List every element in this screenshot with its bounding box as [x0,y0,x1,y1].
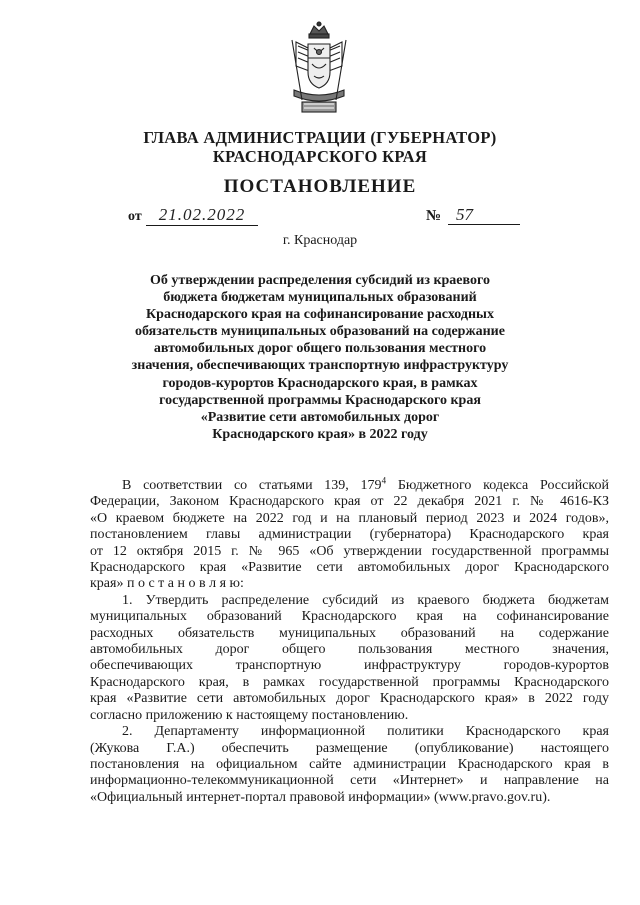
body-line: постановления на официальном сайте администрации Краснодарского края в [90,756,609,772]
subject-line: Краснодарского края» в 2022 году [212,426,428,442]
subject-line: обязательств муниципальных образований на содержание [135,324,505,340]
body-line: от 12 октября 2015 г. № 965 «Об утверждении государственной программы [90,543,609,559]
body-line: «О краевом бюджете на 2022 год и на плановый период 2023 и 2024 годов», [90,510,609,526]
subject-line: «Развитие сети автомобильных дорог [200,409,440,425]
body-line: (Жукова Г.А.) обеспечить размещение (опубликование) настоящего [90,740,609,756]
body-line: «Официальный интернет-портал правовой информации» (www.pravo.gov.ru). [90,789,551,805]
issuing-authority [90,128,550,166]
subject-line: Краснодарского края на софинансирование расходных [146,307,494,323]
body-line: расходных обязательств муниципальных образований на содержание [90,625,609,641]
document-body [90,475,609,806]
subject-line: автомобильных дорог общего пользования местного [153,341,487,357]
subject-line: городов-курортов Краснодарского края, в рамках [162,375,478,391]
body-line: В соответствии со статьями 139, $179^4$ Бюджетного кодекса Российской [122,475,609,493]
subject-line: государственной программы Краснодарского края [159,392,481,408]
body-line: автомобильных дорог общего пользования местного значения, [90,642,609,658]
authority-line: КРАСНОДАРСКОГО КРАЯ [212,147,428,166]
document-subject [120,272,520,443]
body-line: края» п о с т а н о в л я ю: [90,576,244,592]
body-line: Краснодарского края «Развитие сети автомобильных дорог Краснодарского [90,560,609,576]
body-line: Краснодарского края, в рамках государственной программы Краснодарского [90,674,609,690]
subject-line: Об утверждении распределения субсидий из краевого [150,273,490,288]
subject-line: значения, обеспечивающих транспортную инфраструктуру [131,358,509,374]
body-line: постановлением главы администрации (губернатора) Краснодарского края [90,527,609,543]
body-line: информационно-телекоммуникационной сети «Интернет» и направление на [90,773,609,789]
body-line: 2. Департаменту информационной политики Краснодарского края [122,724,609,740]
issue-city: г. Краснодар [282,233,358,248]
date-label: от [128,209,142,224]
date-number-row [128,205,528,229]
body-line: согласно приложению к настоящему постановлению. [90,707,409,723]
body-line: Федерации, Законом Краснодарского края от 22 декабря 2021 г. № 4616-КЗ [90,494,609,510]
handwritten-date: 21.02.2022 [146,205,258,226]
body-line: муниципальных образований Краснодарского края на софинансирование [90,609,609,625]
subject-line: бюджета бюджетам муниципальных образований [163,290,477,306]
body-line: 1. Утвердить распределение субсидий из краевого бюджета бюджетам [122,592,609,608]
krasnodar-coat-of-arms-icon [288,20,350,116]
body-line: края «Развитие сети автомобильных дорог Краснодарского края» в 2022 году [90,691,609,707]
document-type-title: ПОСТАНОВЛЕНИЕ [223,176,417,197]
handwritten-number: 57 [448,205,520,225]
number-label: № [426,208,442,224]
body-line: обеспечивающих транспортную инфраструктуру городов-курортов [90,658,609,674]
authority-line: ГЛАВА АДМИНИСТРАЦИИ (ГУБЕРНАТОР) [143,128,497,147]
